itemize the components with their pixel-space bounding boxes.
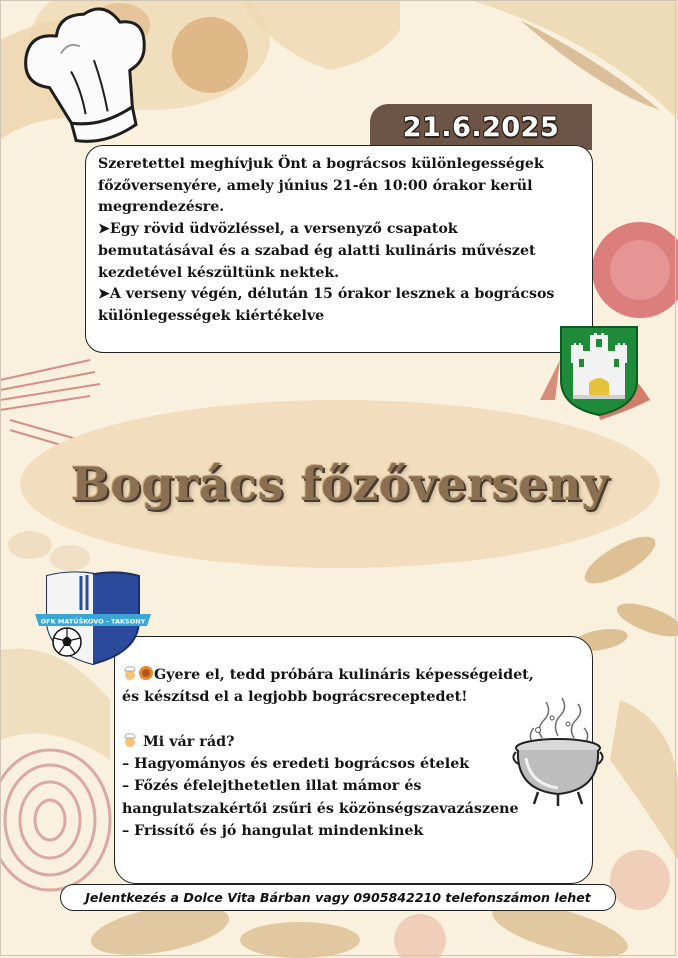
details-heading: Mi vár rád?: [142, 733, 235, 750]
bubbling-pot-icon: [512, 698, 604, 808]
details-text: Gyere el, tedd próbára kulináris képességeidet,: [154, 667, 534, 683]
details-item: – Frissítő és jó hangulat mindenkinek: [122, 823, 424, 840]
details-item: – Főzés éfelejthetetlen illat mámor és: [122, 778, 422, 795]
details-line: és készítsd el a legjobb bográcsreceptedet!: [122, 689, 468, 706]
invitation-line: bemutatásával és a szabad ég alatti kulináris művészet: [98, 242, 536, 259]
invitation-line: ➤A verseny végén, délután 15 órakor lesznek a bográcsos: [98, 286, 555, 303]
invitation-line: főzőversenyére, amely június 21-én 10:00 órakor kerül: [98, 177, 533, 194]
registration-text: Jelentkezés a Dolce Vita Bárban vagy 0905842210 telefonszámon lehet: [85, 890, 591, 905]
invitation-box: [85, 145, 593, 353]
details-item: – Hagyományos és eredeti bográcsos ételek: [122, 756, 470, 773]
event-date: 21.6.2025: [402, 111, 560, 143]
invitation-line: ➤Egy rövid üdvözléssel, a versenyző csapatok: [98, 221, 458, 238]
details-item: hangulatszakértői zsűri és közönségszavazászene: [122, 800, 519, 817]
chef-hat-icon: [18, 6, 168, 146]
town-crest-icon: [559, 325, 639, 417]
chef-emoji-icon: [122, 665, 138, 681]
invitation-line: különlegességek kiértékelve: [98, 307, 325, 324]
club-name: OFK MATÚŠKOVO - TAKSONY: [40, 617, 146, 626]
chef-emoji-icon: [122, 732, 138, 748]
date-banner: [370, 104, 592, 150]
title-oval: [20, 400, 660, 568]
details-line: [122, 664, 582, 686]
football-club-logo: [35, 570, 151, 666]
event-title: Bogrács főzőverseny: [70, 457, 610, 511]
food-emoji-icon: [138, 665, 154, 681]
registration-footer: [60, 884, 616, 911]
invitation-line: kezdetével készültünk nektek.: [98, 264, 340, 281]
invitation-line: megrendezésre.: [98, 199, 225, 216]
invitation-line: Szeretettel meghívjuk Önt a bográcsos különlegességek: [98, 156, 544, 172]
